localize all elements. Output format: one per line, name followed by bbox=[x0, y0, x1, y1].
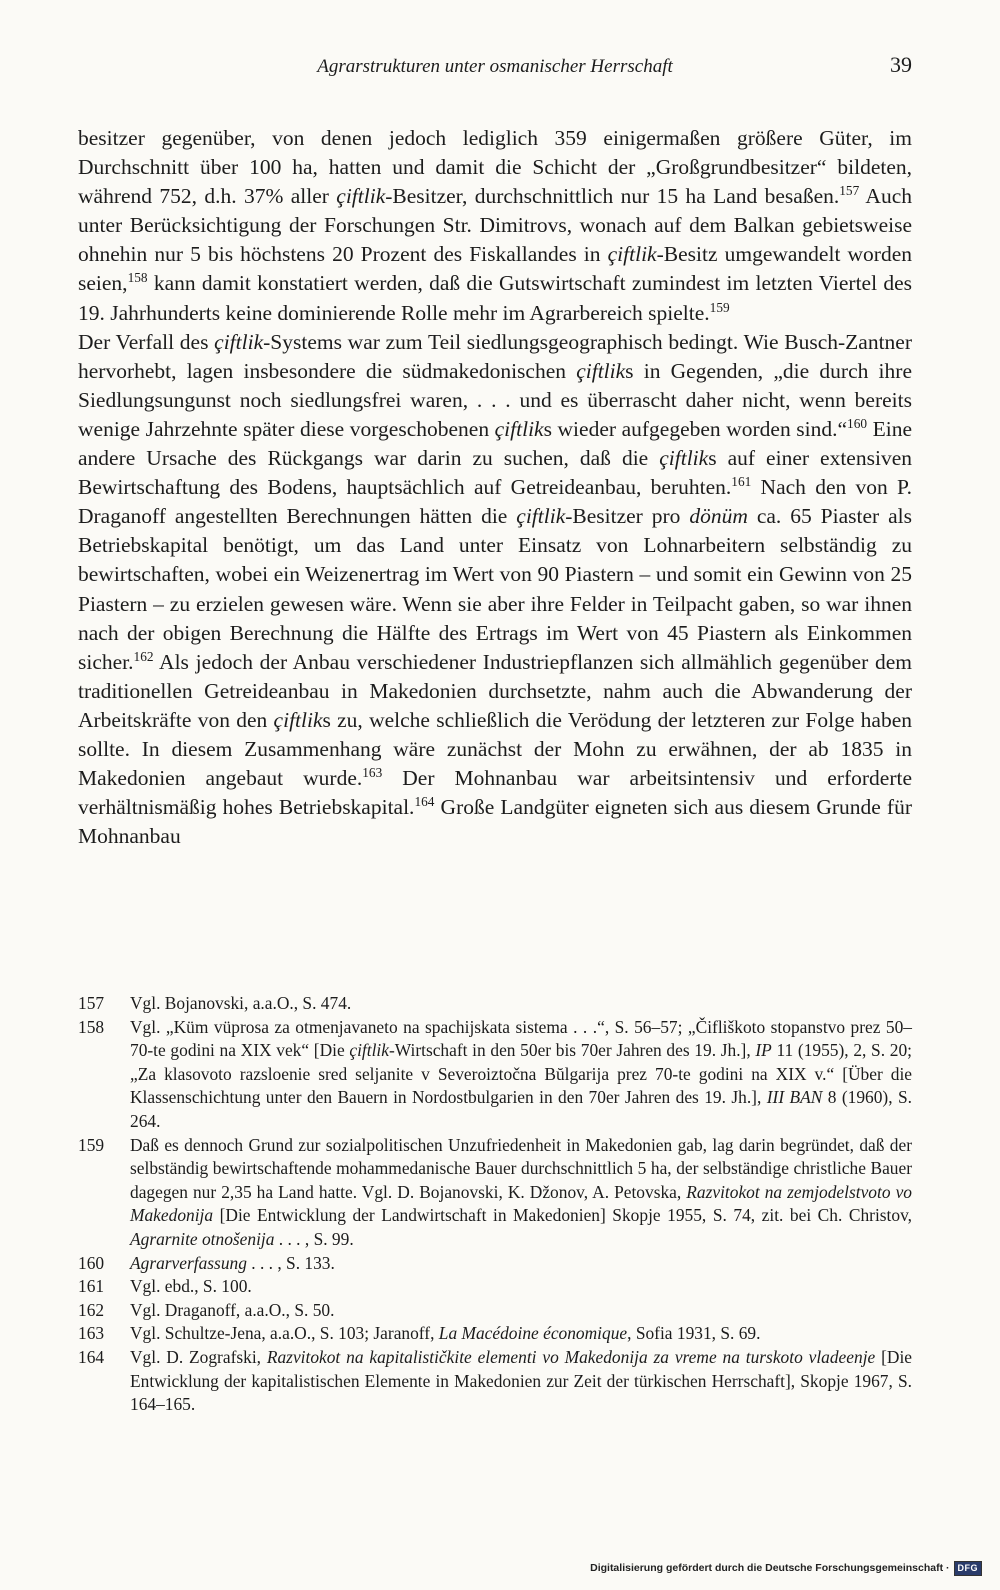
italic-term: La Macédoine économique bbox=[438, 1323, 628, 1344]
footnote-text bbox=[130, 1252, 912, 1276]
italic-term: dönüm bbox=[689, 504, 748, 529]
text-run: s wieder aufgegeben worden sind.“ bbox=[543, 416, 848, 441]
text-run: besitzer gegenüber, von denen jedoch lediglich 359 einigermaßen größere Güter, im Durchschnitt über 100 ha, hatten und damit die Schicht der „Großgrundbesitzer“ bildeten, während 752, d.h. 37% aller bbox=[78, 126, 912, 209]
digitization-credit bbox=[590, 1560, 982, 1576]
footnote-text bbox=[130, 1322, 912, 1346]
italic-term: III BAN bbox=[766, 1087, 823, 1108]
footnote-number: 159 bbox=[78, 1134, 105, 1155]
italic-term: Agrarverfassung bbox=[130, 1252, 247, 1273]
text-run: -Wirtschaft in den 50er bis 70er Jahren des 19. Jh.], bbox=[388, 1040, 756, 1061]
italic-term: çiftlik bbox=[273, 707, 323, 732]
text-run: Vgl. ebd., S. 100. bbox=[130, 1276, 252, 1297]
text-run: Vgl. Bojanovski, a.a.O., S. 474. bbox=[130, 993, 352, 1013]
footnote-ref[interactable]: 162 bbox=[133, 648, 154, 664]
text-run: Daß es dennoch Grund zur sozialpolitischen Unzufriedenheit in Makedonien gab, lag darin begründet, daß der selbständig bewirtschaftende mohammedanische Bauer durchschnittlich 5 ha, der selbständige christliche Bauer dagegen nur 2,35 ha Land hatte. Vgl. D. Bojanovski, K. Džonov, A. Petovska, bbox=[130, 1134, 912, 1202]
footnote-ref[interactable]: 158 bbox=[127, 270, 148, 286]
footnote-159 bbox=[78, 1134, 912, 1252]
footnote-text bbox=[130, 1299, 912, 1323]
italic-term: çiftlik bbox=[494, 416, 544, 441]
text-run: Eine andere Ursache des Rückgangs war darin zu suchen, daß die bbox=[78, 416, 912, 471]
dfg-logo-icon: DFG bbox=[954, 1561, 983, 1576]
paragraph-1 bbox=[78, 124, 912, 328]
footnote-158 bbox=[78, 1016, 912, 1134]
footnotes bbox=[78, 992, 912, 1417]
footnote-157 bbox=[78, 992, 912, 1016]
italic-term: Razvitokot na zemjodelstvoto vo Makedonija bbox=[130, 1181, 912, 1226]
text-run: Nach den von P. Draganoff angestellten Berechnungen hätten die bbox=[78, 475, 912, 529]
footnote-ref[interactable]: 160 bbox=[847, 415, 868, 431]
italic-term: Razvitokot na kapitalističkite elementi vo Makedonija za vreme na turskoto vladeenje bbox=[266, 1346, 876, 1367]
italic-term: çiftlik bbox=[607, 242, 657, 267]
footnote-ref[interactable]: 164 bbox=[414, 794, 435, 809]
footnote-164 bbox=[78, 1346, 912, 1417]
page-number: 39 bbox=[890, 52, 912, 77]
text-run: Der Verfall des bbox=[78, 329, 215, 354]
running-title: Agrarstrukturen unter osmanischer Herrschaft bbox=[317, 56, 673, 77]
text-run: s in Gegenden, „die durch ihre Siedlungsungunst noch siedlungsfrei waren, . . . und es überrascht daher nicht, wenn bereits wenige Jahrzehnte später diese vorgeschobenen bbox=[78, 358, 912, 441]
text-run: -Besitz umgewandelt worden seien, bbox=[78, 242, 913, 296]
running-head bbox=[78, 52, 912, 82]
text-run: 8 (1960), S. 264. bbox=[130, 1087, 912, 1131]
italic-term: IP bbox=[755, 1040, 772, 1061]
italic-term: çiftlik bbox=[214, 329, 264, 354]
text-run: Vgl. Draganoff, a.a.O., S. 50. bbox=[130, 1299, 335, 1320]
text-run: s zu, welche schließlich die Verödung der letzteren zur Folge haben sollte. In diesem Zusammenhang wäre zunächst der Mohn zu erwähnen, der ab 1835 in Makedonien angebaut wurde. bbox=[78, 707, 912, 791]
footnote-number: 160 bbox=[78, 1252, 105, 1273]
footnote-text bbox=[130, 1016, 912, 1134]
footnote-163 bbox=[78, 1322, 912, 1346]
text-run: s auf einer extensiven Bewirtschaftung des Bodens, hauptsächlich auf Getreideanbau, beruhten. bbox=[78, 446, 912, 500]
footnote-number: 164 bbox=[78, 1346, 105, 1367]
text-run: Auch unter Berücksichtigung der Forschungen Str. Dimitrovs, wonach auf dem Balkan gebietsweise ohnehin nur 5 bis höchstens 20 Prozent des Fiskallandes in bbox=[78, 184, 913, 267]
footnote-161 bbox=[78, 1275, 912, 1299]
text-run: . . . , S. 99. bbox=[274, 1228, 354, 1249]
text-run: Große Landgüter eigneten sich aus diesem Grunde für Mohnanbau bbox=[78, 795, 912, 849]
credit-text: Digitalisierung gefördert durch die Deutsche Forschungsgemeinschaft · bbox=[590, 1562, 950, 1574]
italic-term: çiftlik bbox=[659, 446, 709, 471]
footnote-ref[interactable]: 161 bbox=[731, 473, 752, 489]
footnote-ref[interactable]: 163 bbox=[362, 764, 383, 780]
italic-term: çiftlik bbox=[349, 1040, 389, 1061]
footnote-text bbox=[130, 1275, 912, 1299]
italic-term: çiftlik bbox=[336, 184, 386, 209]
footnote-text bbox=[130, 1134, 912, 1252]
footnote-number: 161 bbox=[78, 1276, 105, 1297]
footnote-number: 163 bbox=[78, 1323, 105, 1344]
text-run: [Die Entwicklung der kapitalistischen Elemente in Makedonien zur Zeit der türkischen Herrschaft], Skopje 1967, S. 164–165. bbox=[130, 1346, 913, 1415]
text-run: 11 (1955), 2, S. 20; „Za klasovoto razsloenie sred seljanite v Severoiztočna Bŭlgarija prez 70-te godini na XIX v.“ [Über die Klassenschichtung unter den Bauern in Nordostbulgarien in den 70er Jahren des 19. Jh.], bbox=[130, 1040, 912, 1108]
text-run: . . . , S. 133. bbox=[246, 1252, 335, 1273]
text-run: ca. 65 Piaster als Betriebskapital benötigt, um das Land unter Einsatz von Lohnarbeitern selbständig zu bewirtschaften, wobei ein Weizenertrag im Wert von 90 Piastern – und somit ein Gewinn von 25 Piastern – zu erzielen gewesen wäre. Wenn sie aber ihre Felder in Teilpacht gaben, so war ihnen nach der obigen Berechnung die Hälfte des Ertrags im Wert von 45 Piastern als Einkommen sicher. bbox=[78, 504, 912, 674]
text-run: kann damit konstatiert werden, daß die Gutswirtschaft zumindest im letzten Viertel des 19. Jahrhunderts keine dominierende Rolle mehr im Agrarbereich spielte. bbox=[78, 271, 912, 325]
text-run: Als jedoch der Anbau verschiedener Industriepflanzen sich allmählich gegenüber dem traditionellen Getreideanbau in Makedonien durchsetzte, nahm auch die Abwanderung der Arbeitskräfte von den bbox=[78, 649, 912, 732]
text-run: Vgl. „Küm vüprosa za otmenjavaneto na spachijskata sistema . . .“, S. 56–57; „Čifliškoto stopanstvo prez 50–70-te godini na XIX vek“ [Die bbox=[130, 1016, 912, 1061]
footnote-ref[interactable]: 159 bbox=[709, 299, 730, 315]
italic-term: Agrarnite otnošenija bbox=[130, 1228, 275, 1249]
text-run: -Systems war zum Teil siedlungsgeographisch bedingt. Wie Busch-Zantner hervorhebt, lagen insbesondere die südmakedonischen bbox=[78, 329, 912, 383]
text-run: -Besitzer, durchschnittlich nur 15 ha Land besaßen. bbox=[385, 184, 840, 209]
footnote-number: 158 bbox=[78, 1016, 105, 1037]
footnote-text bbox=[130, 1346, 912, 1417]
footnote-162 bbox=[78, 1299, 912, 1323]
footnote-160 bbox=[78, 1252, 912, 1276]
body-text bbox=[78, 124, 912, 851]
text-run: Der Mohnanbau war arbeitsintensiv und erforderte verhältnismäßig hohes Betriebskapital. bbox=[78, 766, 912, 820]
footnote-number: 162 bbox=[78, 1299, 105, 1320]
paragraph-2 bbox=[78, 328, 912, 852]
text-run: [Die Entwicklung der Landwirtschaft in Makedonien] Skopje 1955, S. 74, zit. bei Ch. Christov, bbox=[213, 1205, 912, 1226]
text-run: Vgl. D. Zografski, bbox=[130, 1346, 267, 1367]
footnote-number: 157 bbox=[78, 993, 105, 1013]
text-run: -Besitzer pro bbox=[565, 504, 690, 529]
italic-term: çiftlik bbox=[516, 504, 566, 529]
footnote-text bbox=[130, 992, 912, 1016]
italic-term: çiftlik bbox=[576, 358, 626, 383]
text-run: , Sofia 1931, S. 69. bbox=[627, 1323, 761, 1344]
text-run: Vgl. Schultze-Jena, a.a.O., S. 103; Jaranoff, bbox=[130, 1323, 439, 1344]
footnote-ref[interactable]: 157 bbox=[839, 183, 860, 199]
